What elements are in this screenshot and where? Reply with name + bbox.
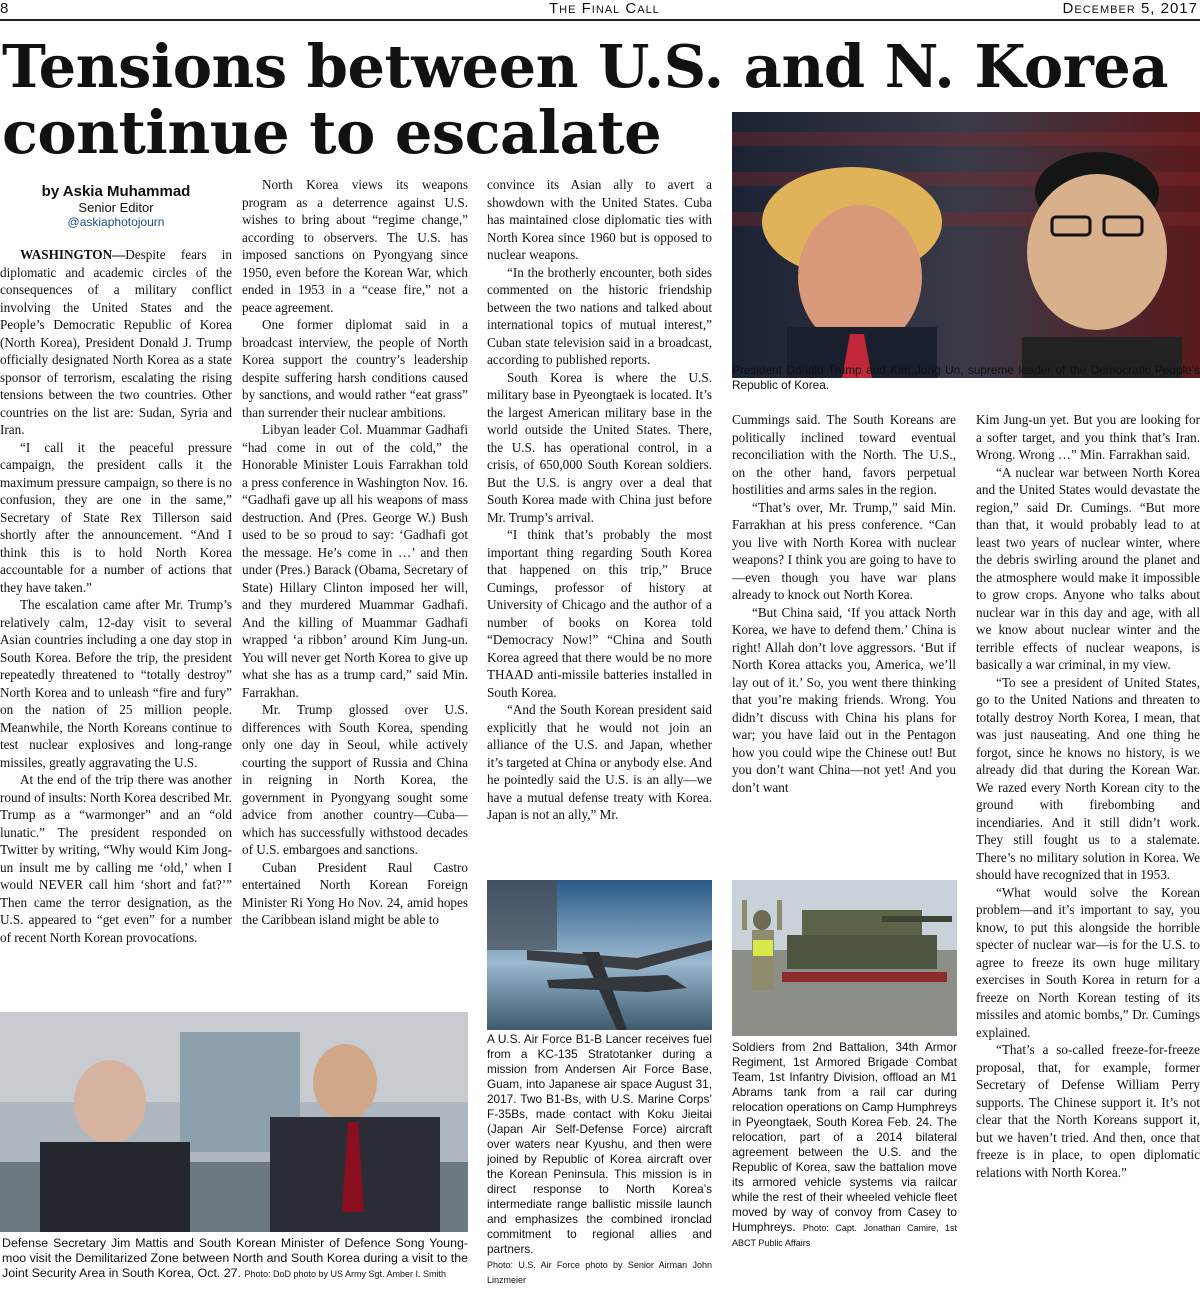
paragraph: The escalation came after Mr. Trump’s relatively calm, 12-day visit to several Asian countries including a one day stop in South Korea. Before the trip, the president repeatedly threatened to “totally destroy” North Korea and to unleash “fire and fury” on the nation of 25 million people. Meanwhile, the North Koreans continue to test nuclear explosives and long-range missiles, greatly aggravating the U.S.	[0, 597, 232, 770]
publication-name: The Final Call	[549, 0, 660, 17]
paragraph: At the end of the trip there was another round of insults: North Korea described Mr. Trump as a “warmonger” and an “old lunatic.” The president responded on Twitter by writing, “Why would Kim Jong-un insult me by calling me ‘old,’ when I would NEVER call him ‘short and fat?’” Then came the terror designation, as the U.S. appeared to “get even” for a number of recent North Korean provocations.	[0, 772, 232, 945]
caption-aircraft: A U.S. Air Force B1-B Lancer receives fuel from a KC-135 Stratotanker during a mission from Andersen Air Force Base, Guam, into Japanese air space August 31, 2017. Two B1-Bs, with U.S. Marine Corps’ F-35Bs, made contact with Koku Jieitai (Japan Air Self-Defense Force) aircraft over waters near Kyushu, and then were joined by Republic of Korea aircraft over the Korean Peninsula. This mission is in direct response to North Korea’s intermediate range ballistic missile launch and emphasizes the combined ironclad commitment to regional allies and partners. Photo: U.S. Air Force photo by Senior Airman John Linzmeier	[487, 1032, 712, 1285]
paragraph: Cummings said. The South Koreans are politically inclined toward eventual reconciliation with the North. The U.S., on the other hand, favors perpetual hostilities and arms sales in the region.	[732, 412, 956, 497]
paragraph: WASHINGTON—Despite fears in diplomatic and academic circles of the consequences of a military conflict involving the United States and the People’s Democratic Republic of Korea (North Korea), President Donald J. Trump officially designated North Korea as a state sponsor of terrorism, escalating the rising tensions between the two countries. Other countries on the list are: Sudan, Syria and Iran.	[0, 247, 232, 437]
paragraph: North Korea views its weapons program as a deterrence against U.S. wishes to bring about “regime change,” according to observers. The U.S. has imposed sanctions on Pyongyang since 1950, even before the Korean War, which ended in 1953 in a “cease fire,” not a peace agreement.	[242, 177, 468, 315]
photo-tank	[732, 880, 957, 1036]
dateline: WASHINGTON—	[20, 247, 126, 262]
headline-line-1: Tensions between U.S. and N. Korea	[2, 32, 1169, 101]
headline-line-2: continue to escalate	[2, 98, 662, 167]
caption-mattis: Defense Secretary Jim Mattis and South Korean Minister of Defence Song Young-moo visit the Demilitarized Zone between North and South Korea during a visit to the Joint Security Area in South Korea, Oct. 27. Photo: DoD photo by US Army Sgt. Amber I. Smith	[2, 1236, 468, 1280]
caption-leaders: President Donald Trump and Kim Jong Un, supreme leader of the Democratic People’s Republic of Korea.	[732, 363, 1200, 392]
paragraph: Kim Jung-un yet. But you are looking for a softer target, and you think that’s Iran. Wrong. Wrong …” Min. Farrakhan said.	[976, 412, 1200, 462]
article-column-5	[976, 411, 1200, 1298]
paragraph: Mr. Trump glossed over U.S. differences with South Korea, spending only one day in Seoul, while actively courting the support of Russia and China in reigning in North Korea, the government in Pyongyang sought some advice from another country—Cuba—which has successfully withstood decades of U.S. embargoes and sanctions.	[242, 702, 468, 857]
paragraph: “To see a president of United States, go to the United Nations and threaten to totally destroy North Korea, I mean, that was just nauseating. And one thing he forgot, since he knows no history, is we already did that during the Korean War. We razed every North Korean city to the ground with firebombing and incendiaries. And it still didn’t work. They still fought us to a stalemate. There’s no military solution in Korea. We should have recognized that in 1953.	[976, 674, 1200, 882]
photo-aircraft	[487, 880, 712, 1030]
paragraph: Cuban President Raul Castro entertained North Korean Foreign Minister Ri Yong Ho Nov. 24, amid hopes the Caribbean island might be able to	[242, 859, 468, 927]
article-column-2	[242, 176, 468, 1014]
photo-leaders	[732, 112, 1200, 378]
photo-mattis-dmz	[0, 1012, 468, 1232]
paragraph: “And the South Korean president said explicitly that he would not join an alliance of the U.S. and Japan, whether it’s targeted at China or anybody else. And he pointedly said the U.S. is an ally—we have a mutual defense treaty with Korea. Japan is not an ally,” Mr.	[487, 702, 712, 822]
header-rule	[0, 19, 1200, 21]
article-column-4	[732, 411, 956, 867]
photo-credit: Photo: U.S. Air Force photo by Senior Airman John Linzmeier	[487, 1260, 712, 1285]
caption-tank: Soldiers from 2nd Battalion, 34th Armor Regiment, 1st Armored Brigade Combat Team, 1st Infantry Division, offload an M1 Abrams tank from a rail car during relocation operations on Camp Humphreys in Pyeongtaek, South Korea Feb. 24. The relocation, part of a 2014 bilateral agreement between the U.S. and the Republic of Korea, saw the battalion move its armored vehicle systems via railcar while the rest of their wheeled vehicle fleet moved by way of convoy from Casey to Humphreys. Photo: Capt. Jonathan Camire, 1st ABCT Public Affairs	[732, 1040, 957, 1248]
author-role: Senior Editor	[78, 200, 154, 215]
paragraph: “But China said, ‘If you attack North Korea, we have to defend them.’ China is right! Allah don’t love aggressors. ‘But if North Korea attacks you, America, we’ll lay out of it.’ So, you went there thinking that you’re making friends. Wrong. You didn’t discuss with China his plans for war; you have laid out in the Pentagon how you could wipe the Chinese out! But you don’t want China—not yet! And you don’t want	[732, 604, 956, 795]
paragraph: “What would solve the Korean problem—and it’s important to say, you know, to put this alongside the horrible specter of nuclear war—is for the U.S. to agree to freeze its own huge military exercises in South Korea in return for a freeze on North Korean testing of its missiles and atomic bombs,” Dr. Cumings explained.	[976, 884, 1200, 1040]
paragraph: convince its Asian ally to avert a showdown with the United States. Cuba has maintained close diplomatic ties with North Korea since 1960 but is opposed to nuclear weapons.	[487, 177, 712, 262]
article-column-1	[0, 246, 232, 1014]
paragraph: Libyan leader Col. Muammar Gadhafi “had come in out of the cold,” the Honorable Minister Louis Farrakhan told a press conference in Washington Nov. 16. “Gadhafi gave up all his weapons of mass destruction. And (Pres. George W.) Bush used to be so proud to say: ‘Gadhafi got the message. He’s come in …’ and then under (Pres.) Barack (Obama, Secretary of State) Hillary Clinton imposed her will, and they murdered Muammar Gadhafi. And the killing of Muammar Gadhafi wrapped ‘a ribbon’ around Kim Jung-un. You will never get North Korea to give up what she has as a trump card,” said Min. Farrakhan.	[242, 422, 468, 700]
paragraph: “A nuclear war between North Korea and the United States would devastate the region,” said Dr. Cumings. “But more than that, it would probably lead to at least two years of nuclear winter, where the debris swirling around the planet and the atmosphere would make it impossible to grow crops. Anyone who talks about nuclear war in this day and age, with all we know about nuclear winter and the terrible effects of nuclear weapons, is basically a war criminal, in my view.	[976, 464, 1200, 672]
photo-credit: Photo: DoD photo by US Army Sgt. Amber I. Smith	[244, 1269, 447, 1279]
author-name: by Askia Muhammad	[41, 183, 191, 200]
page-number: 8	[0, 0, 10, 17]
author-handle[interactable]: @askiaphotojourn	[67, 215, 165, 229]
paragraph: “That’s over, Mr. Trump,” said Min. Farrakhan at his press conference. “Can you live with North Korea with nuclear weapons? I think you are going to have to—even though you have war plans already to knock out North Korea.	[732, 499, 956, 602]
paragraph: One former diplomat said in a broadcast interview, the people of North Korea support the country’s leadership despite suffering harsh conditions caused by sanctions, and would rather “eat grass” than surrender their nuclear ambitions.	[242, 317, 468, 420]
article-column-3	[487, 176, 712, 874]
issue-date: December 5, 2017	[1062, 0, 1198, 17]
paragraph: South Korea is where the U.S. military base in Pyeongtaek is located. It’s the largest American military base in the world outside the United States. There, the U.S. has operational control, in a crisis, of 650,000 South Korean soldiers. But the U.S. is angry over a deal that South Korea made with China just before Mr. Trump’s arrival.	[487, 369, 712, 525]
paragraph: “I call it the peaceful pressure campaign, the president calls it the maximum pressure campaign, so there is no confusion, they are one in the same,” Secretary of State Rex Tillerson said shortly after the announcement. “And I think this is to hold North Korea accountable for a number of actions that they have taken.”	[0, 439, 232, 595]
byline	[0, 183, 232, 229]
paragraph: “I think that’s probably the most important thing regarding South Korea that happened on this trip,” Bruce Cumings, professor of history at University of Chicago and the author of a number of books on Korea told “Democracy Now!” “China and South Korea agreed that there would be no more THAAD anti-missile batteries installed in South Korea.	[487, 527, 712, 700]
paragraph: “In the brotherly encounter, both sides commented on the historic friendship between the two nations and talked about international topics of mutual interest,” Cuban state television said in a broadcast, according to published reports.	[487, 264, 712, 367]
paragraph: “That’s a so-called freeze-for-freeze proposal, that, for example, former Secretary of Defense William Perry supports. The Chinese support it. It’s not clear that the North Koreans support it, but we haven’t tried. And then, once that freeze is in place, to open diplomatic relations with North Korea.”	[976, 1042, 1200, 1180]
photo-credit: Photo: Capt. Jonathan Camire, 1st ABCT Public Affairs	[732, 1223, 957, 1248]
